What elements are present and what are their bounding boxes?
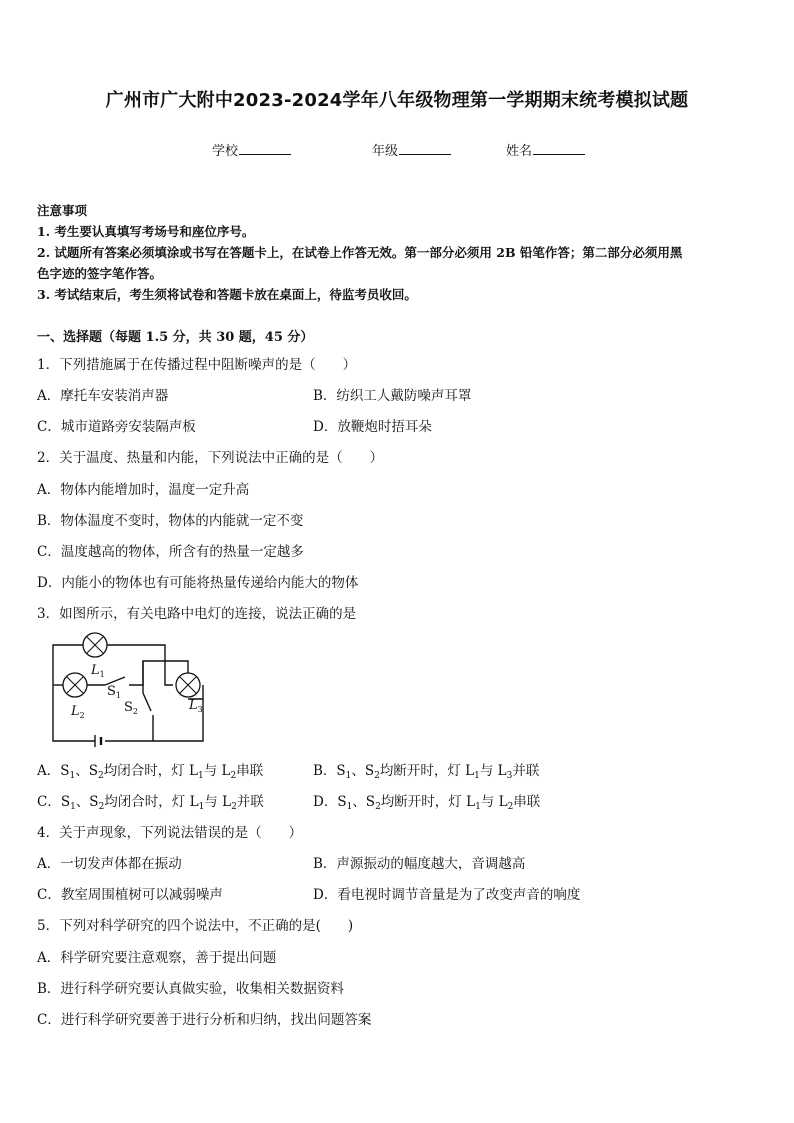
q3-option-a: A．$S_1$、$S_2$均闭合时，灯 $L_1$与 $L_2$串联 bbox=[37, 763, 264, 781]
q3-option-c: C．$S_1$、$S_2$均闭合时，灯 $L_1$与 $L_2$并联 bbox=[37, 794, 264, 812]
name-field bbox=[506, 140, 585, 159]
q2-option-c: C．温度越高的物体，所含有的热量一定越多 bbox=[37, 544, 304, 560]
name-label: 姓名 bbox=[506, 144, 533, 159]
q4-option-a: A．一切发声体都在振动 bbox=[37, 856, 182, 872]
notice-heading: 注意事项 bbox=[37, 203, 88, 218]
q5-option-a: A．科学研究要注意观察，善于提出问题 bbox=[37, 950, 277, 966]
q1-option-b: B．纺织工人戴防噪声耳罩 bbox=[313, 388, 472, 404]
label-l3: $L_3$ bbox=[189, 698, 203, 714]
q1-stem: 1．下列措施属于在传播过程中阻断噪声的是（ ） bbox=[37, 357, 357, 373]
notice-item-1: 1. 考生要认真填写考场号和座位序号。 bbox=[37, 224, 255, 239]
notice-block bbox=[37, 200, 762, 305]
circuit-diagram bbox=[43, 629, 223, 751]
label-l2: $L_2$ bbox=[71, 704, 85, 720]
grade-label: 年级 bbox=[372, 144, 399, 159]
q2-option-b: B．物体温度不变时，物体的内能就一定不变 bbox=[37, 513, 304, 529]
label-s2: $S_2$ bbox=[124, 700, 138, 716]
school-label: 学校 bbox=[212, 144, 239, 159]
q1-option-d: D．放鞭炮时捂耳朵 bbox=[313, 419, 432, 435]
grade-blank bbox=[399, 142, 451, 155]
q4-option-d: D．看电视时调节音量是为了改变声音的响度 bbox=[313, 887, 581, 903]
section-heading: 一、选择题（每题 1.5 分，共 30 题，45 分） bbox=[37, 330, 314, 345]
q5-option-b: B．进行科学研究要认真做实验，收集相关数据资料 bbox=[37, 981, 344, 997]
q1-option-c: C．城市道路旁安装隔声板 bbox=[37, 419, 196, 435]
notice-item-2-line-2: 色字迹的签字笔作答。 bbox=[37, 266, 163, 281]
q2-option-a: A．物体内能增加时，温度一定升高 bbox=[37, 482, 250, 498]
notice-item-2-line-1: 2. 试题所有答案必须填涂或书写在答题卡上，在试卷上作答无效。第一部分必须用 2B 铅笔作答；第二部分必须用黑 bbox=[37, 245, 683, 260]
q4-option-c: C．教室周围植树可以减弱噪声 bbox=[37, 887, 223, 903]
grade-field bbox=[372, 140, 451, 159]
school-blank bbox=[239, 142, 291, 155]
q4-option-b: B．声源振动的幅度越大，音调越高 bbox=[313, 856, 526, 872]
label-l1: $L_1$ bbox=[91, 663, 105, 679]
notice-item-3: 3. 考试结束后，考生须将试卷和答题卡放在桌面上，待监考员收回。 bbox=[37, 287, 417, 302]
q3-option-b: B．$S_1$、$S_2$均断开时，灯 $L_1$与 $L_3$并联 bbox=[313, 763, 540, 781]
q5-stem: 5．下列对科学研究的四个说法中，不正确的是( ) bbox=[37, 918, 354, 934]
q2-option-d: D．内能小的物体也有可能将热量传递给内能大的物体 bbox=[37, 575, 359, 591]
q4-stem: 4．关于声现象，下列说法错误的是（ ） bbox=[37, 825, 303, 841]
q1-option-a: A．摩托车安装消声器 bbox=[37, 388, 169, 404]
q5-option-c: C．进行科学研究要善于进行分析和归纳，找出问题答案 bbox=[37, 1012, 372, 1028]
q3-stem: 3．如图所示，有关电路中电灯的连接，说法正确的是 bbox=[37, 606, 357, 622]
page-title: 广州市广大附中2023-2024学年八年级物理第一学期期末统考模拟试题 bbox=[105, 90, 689, 111]
name-blank bbox=[533, 142, 585, 155]
school-field bbox=[212, 140, 291, 159]
q2-stem: 2．关于温度、热量和内能，下列说法中正确的是（ ） bbox=[37, 450, 384, 466]
label-s1: $S_1$ bbox=[107, 684, 121, 700]
q3-option-d: D．$S_1$、$S_2$均断开时，灯 $L_1$与 $L_2$串联 bbox=[313, 794, 541, 812]
